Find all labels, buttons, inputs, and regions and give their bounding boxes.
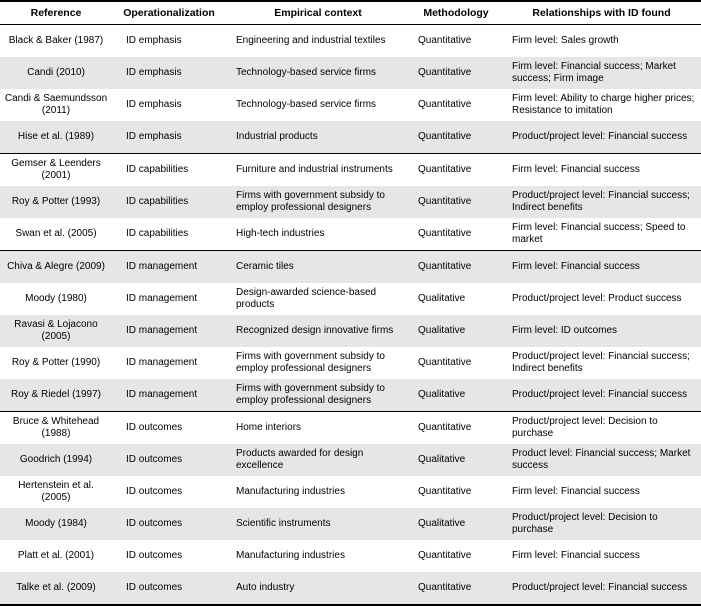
empirical-context-cell: Engineering and industrial textiles bbox=[226, 25, 410, 58]
methodology-cell: Quantitative bbox=[410, 154, 502, 187]
table-row bbox=[0, 347, 701, 379]
operationalization-cell: ID outcomes bbox=[112, 508, 226, 540]
empirical-context-cell: Recognized design innovative firms bbox=[226, 315, 410, 347]
relationships-cell: Firm level: Financial success bbox=[502, 476, 701, 508]
empirical-context-cell: Manufacturing industries bbox=[226, 476, 410, 508]
methodology-cell: Quantitative bbox=[410, 412, 502, 445]
table-row bbox=[0, 251, 701, 284]
methodology-cell: Qualitative bbox=[410, 283, 502, 315]
reference-cell: Swan et al. (2005) bbox=[0, 218, 112, 251]
reference-cell: Roy & Potter (1993) bbox=[0, 186, 112, 218]
table-row bbox=[0, 25, 701, 58]
methodology-cell: Qualitative bbox=[410, 379, 502, 412]
empirical-context-cell: Industrial products bbox=[226, 121, 410, 154]
operationalization-cell: ID emphasis bbox=[112, 89, 226, 121]
empirical-context-cell: Manufacturing industries bbox=[226, 540, 410, 572]
relationships-cell: Firm level: Financial success; Speed to market bbox=[502, 218, 701, 251]
reference-cell: Bruce & Whitehead (1988) bbox=[0, 412, 112, 445]
table-row bbox=[0, 444, 701, 476]
methodology-cell: Qualitative bbox=[410, 508, 502, 540]
operationalization-cell: ID management bbox=[112, 315, 226, 347]
table-row bbox=[0, 540, 701, 572]
empirical-context-cell: Technology-based service firms bbox=[226, 57, 410, 89]
operationalization-cell: ID capabilities bbox=[112, 218, 226, 251]
methodology-cell: Quantitative bbox=[410, 572, 502, 605]
operationalization-cell: ID emphasis bbox=[112, 57, 226, 89]
reference-cell: Candi (2010) bbox=[0, 57, 112, 89]
operationalization-cell: ID capabilities bbox=[112, 154, 226, 187]
methodology-cell: Quantitative bbox=[410, 89, 502, 121]
empirical-context-cell: Ceramic tiles bbox=[226, 251, 410, 284]
operationalization-cell: ID outcomes bbox=[112, 540, 226, 572]
methodology-cell: Quantitative bbox=[410, 25, 502, 58]
operationalization-cell: ID outcomes bbox=[112, 572, 226, 605]
relationships-cell: Product/project level: Financial success bbox=[502, 121, 701, 154]
relationships-cell: Firm level: Financial success bbox=[502, 154, 701, 187]
table-header bbox=[0, 1, 701, 25]
empirical-context-cell: Products awarded for design excellence bbox=[226, 444, 410, 476]
table-row bbox=[0, 572, 701, 605]
methodology-cell: Quantitative bbox=[410, 121, 502, 154]
methodology-cell: Quantitative bbox=[410, 540, 502, 572]
reference-cell: Roy & Riedel (1997) bbox=[0, 379, 112, 412]
empirical-context-cell: Firms with government subsidy to employ professional designers bbox=[226, 186, 410, 218]
table-row bbox=[0, 315, 701, 347]
table-row bbox=[0, 154, 701, 187]
empirical-context-cell: Furniture and industrial instruments bbox=[226, 154, 410, 187]
empirical-context-cell: High-tech industries bbox=[226, 218, 410, 251]
operationalization-cell: ID emphasis bbox=[112, 121, 226, 154]
header-empirical-context: Empirical context bbox=[226, 1, 410, 25]
methodology-cell: Quantitative bbox=[410, 57, 502, 89]
relationships-cell: Product level: Financial success; Market success bbox=[502, 444, 701, 476]
header-row bbox=[0, 1, 701, 25]
methodology-cell: Quantitative bbox=[410, 186, 502, 218]
empirical-context-cell: Auto industry bbox=[226, 572, 410, 605]
table-row bbox=[0, 476, 701, 508]
operationalization-cell: ID management bbox=[112, 251, 226, 284]
empirical-context-cell: Firms with government subsidy to employ professional designers bbox=[226, 347, 410, 379]
reference-cell: Talke et al. (2009) bbox=[0, 572, 112, 605]
table-row bbox=[0, 508, 701, 540]
relationships-cell: Product/project level: Financial success; Indirect benefits bbox=[502, 347, 701, 379]
relationships-cell: Firm level: Sales growth bbox=[502, 25, 701, 58]
reference-cell: Hise et al. (1989) bbox=[0, 121, 112, 154]
empirical-context-cell: Home interiors bbox=[226, 412, 410, 445]
table-row bbox=[0, 283, 701, 315]
reference-cell: Goodrich (1994) bbox=[0, 444, 112, 476]
operationalization-cell: ID capabilities bbox=[112, 186, 226, 218]
relationships-cell: Product/project level: Financial success; Indirect benefits bbox=[502, 186, 701, 218]
relationships-cell: Product/project level: Financial success bbox=[502, 379, 701, 412]
reference-cell: Platt et al. (2001) bbox=[0, 540, 112, 572]
reference-cell: Black & Baker (1987) bbox=[0, 25, 112, 58]
reference-cell: Hertenstein et al. (2005) bbox=[0, 476, 112, 508]
operationalization-cell: ID management bbox=[112, 283, 226, 315]
relationships-cell: Firm level: ID outcomes bbox=[502, 315, 701, 347]
operationalization-cell: ID outcomes bbox=[112, 444, 226, 476]
methodology-cell: Qualitative bbox=[410, 444, 502, 476]
operationalization-cell: ID outcomes bbox=[112, 476, 226, 508]
table-row bbox=[0, 218, 701, 251]
reference-cell: Moody (1980) bbox=[0, 283, 112, 315]
operationalization-cell: ID management bbox=[112, 379, 226, 412]
reference-cell: Candi & Saemundsson (2011) bbox=[0, 89, 112, 121]
table-row bbox=[0, 412, 701, 445]
header-operationalization: Operationalization bbox=[112, 1, 226, 25]
relationships-cell: Firm level: Financial success; Market success; Firm image bbox=[502, 57, 701, 89]
relationships-cell: Product/project level: Product success bbox=[502, 283, 701, 315]
reference-cell: Roy & Potter (1990) bbox=[0, 347, 112, 379]
table-row bbox=[0, 89, 701, 121]
empirical-context-cell: Technology-based service firms bbox=[226, 89, 410, 121]
operationalization-cell: ID outcomes bbox=[112, 412, 226, 445]
relationships-cell: Firm level: Financial success bbox=[502, 540, 701, 572]
empirical-context-cell: Scientific instruments bbox=[226, 508, 410, 540]
relationships-cell: Product/project level: Decision to purchase bbox=[502, 508, 701, 540]
reference-cell: Chiva & Alegre (2009) bbox=[0, 251, 112, 284]
table-row bbox=[0, 379, 701, 412]
header-relationships: Relationships with ID found bbox=[502, 1, 701, 25]
table-row bbox=[0, 57, 701, 89]
table-row bbox=[0, 186, 701, 218]
reference-cell: Moody (1984) bbox=[0, 508, 112, 540]
table-body bbox=[0, 25, 701, 606]
empirical-context-cell: Firms with government subsidy to employ professional designers bbox=[226, 379, 410, 412]
table-row bbox=[0, 121, 701, 154]
operationalization-cell: ID management bbox=[112, 347, 226, 379]
header-methodology: Methodology bbox=[410, 1, 502, 25]
reference-cell: Ravasi & Lojacono (2005) bbox=[0, 315, 112, 347]
reference-cell: Gemser & Leenders (2001) bbox=[0, 154, 112, 187]
methodology-cell: Qualitative bbox=[410, 315, 502, 347]
methodology-cell: Quantitative bbox=[410, 476, 502, 508]
header-reference: Reference bbox=[0, 1, 112, 25]
relationships-cell: Firm level: Ability to charge higher prices; Resistance to imitation bbox=[502, 89, 701, 121]
methodology-cell: Quantitative bbox=[410, 347, 502, 379]
relationships-cell: Product/project level: Decision to purchase bbox=[502, 412, 701, 445]
methodology-cell: Quantitative bbox=[410, 218, 502, 251]
relationships-cell: Product/project level: Financial success bbox=[502, 572, 701, 605]
empirical-context-cell: Design-awarded science-based products bbox=[226, 283, 410, 315]
relationships-cell: Firm level: Financial success bbox=[502, 251, 701, 284]
operationalization-cell: ID emphasis bbox=[112, 25, 226, 58]
methodology-cell: Quantitative bbox=[410, 251, 502, 284]
